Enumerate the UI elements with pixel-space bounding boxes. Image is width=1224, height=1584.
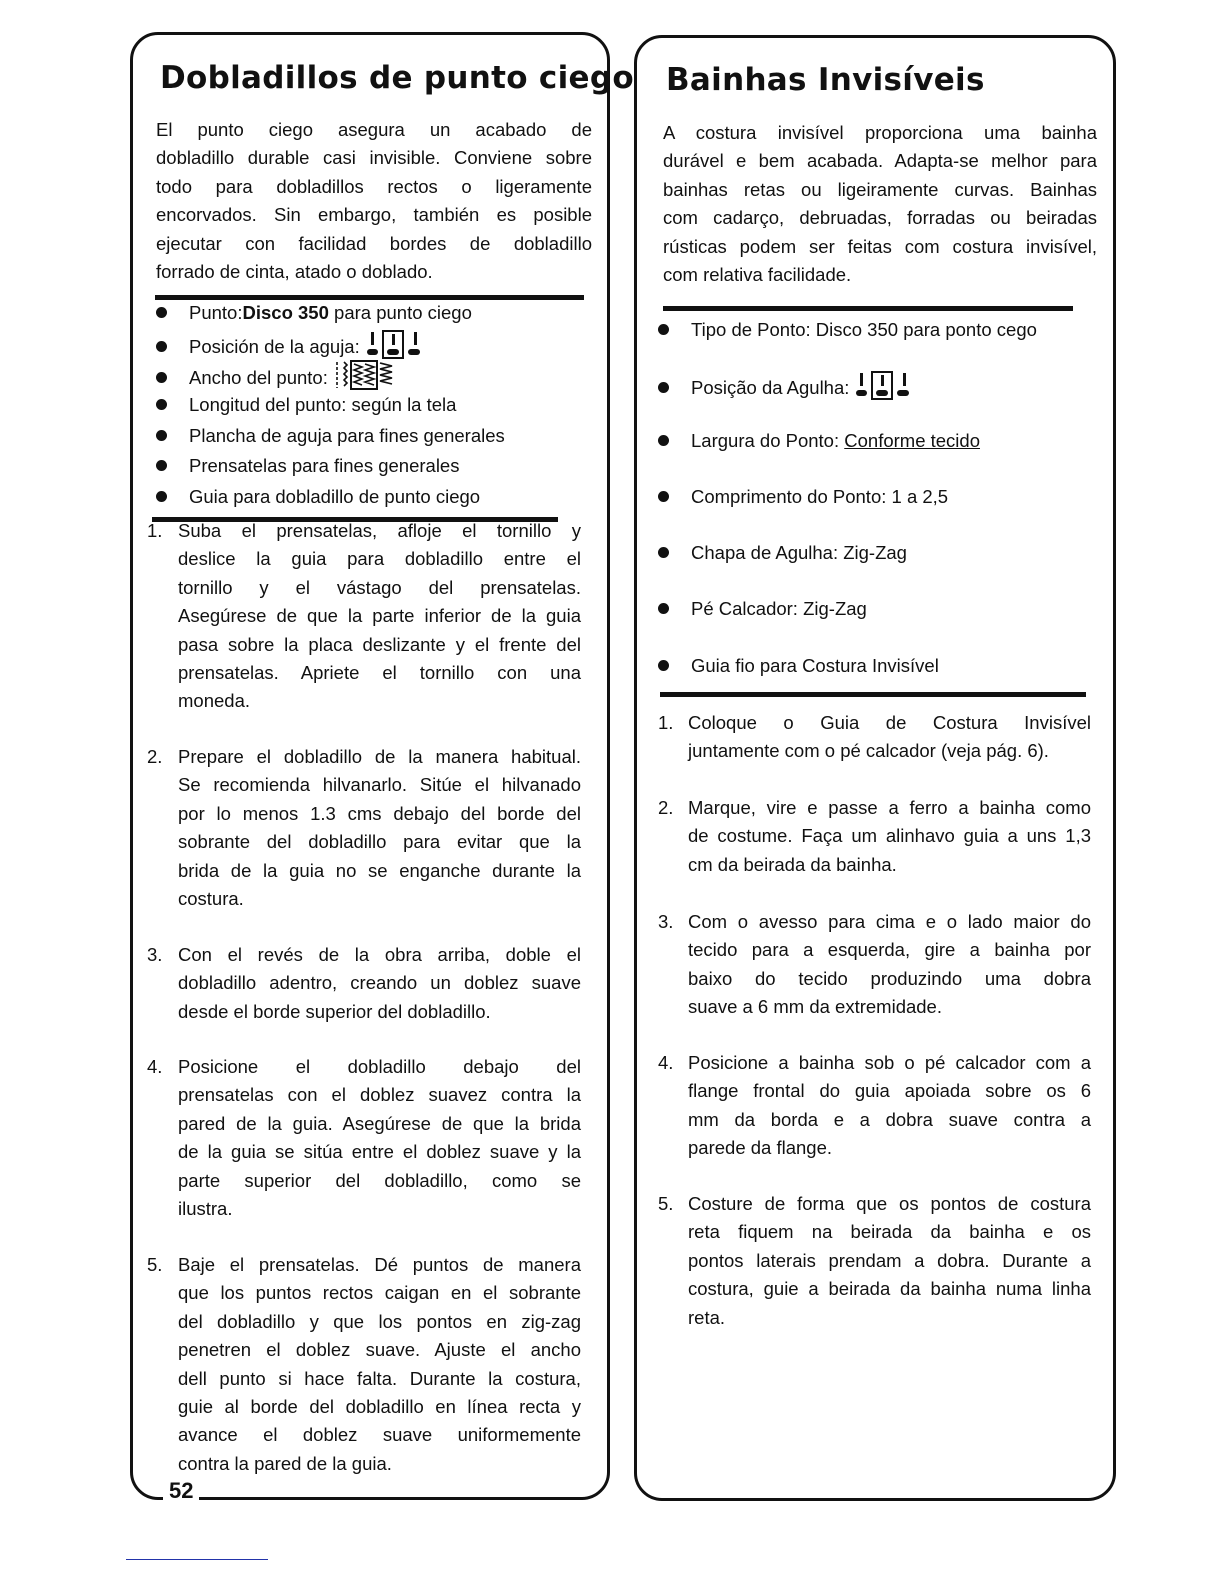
page-number: 52: [163, 1478, 199, 1504]
step-text-line: que los puntos rectos caigan en el sobrante: [178, 1282, 581, 1304]
step-text-line: contra la pared de la guia.: [178, 1452, 392, 1474]
step-text-line: flange frontal do guia apoiada sobre os 6: [688, 1080, 1091, 1102]
needle-position-icon: [855, 370, 913, 408]
bullet-item: [658, 483, 948, 511]
step-text-line: parte superior del dobladillo, como se: [178, 1169, 581, 1191]
bullet-label: Plancha de aguja para fines generales: [189, 425, 505, 446]
bullet-label: Guia para dobladillo de punto ciego: [189, 486, 481, 507]
step-text-line: Prepare el dobladillo de la manera habitual.: [178, 746, 581, 767]
step-text-line: prensatelas. Apriete el tornillo con una: [178, 662, 581, 683]
bullet-icon: [156, 430, 167, 441]
step-text-line: Con el revés de la obra arriba, doble el: [178, 944, 581, 965]
step-text-line: deslice la guia para dobladillo entre el: [178, 548, 581, 570]
intro-text-line: encorvados. Sin embargo, también es posible: [156, 204, 592, 226]
step-text-line: penetren el doblez suave. Ajuste el ancho: [178, 1339, 581, 1361]
step-text-line: reta.: [688, 1306, 726, 1328]
step-text-line: guie al borde del dobladillo en línea recta y: [178, 1396, 581, 1417]
intro-text-line: El punto ciego asegura un acabado de: [156, 119, 592, 140]
bullet-icon: [156, 491, 167, 502]
step-text-line: moneda.: [178, 690, 250, 712]
bullet-icon: [658, 547, 669, 558]
step-number: 1.: [147, 520, 163, 541]
step-number: 1.: [658, 712, 674, 733]
step-text-line: Coloque o Guia de Costura Invisível: [688, 712, 1091, 733]
bullet-item: [658, 370, 913, 408]
step-text-line: mm da borda e a dobra suave contra a: [688, 1108, 1091, 1130]
bullet-item: [156, 299, 472, 327]
divider: [660, 692, 1086, 697]
step-number: 5.: [147, 1254, 163, 1275]
bullet-label: Longitud del punto: según la tela: [189, 394, 457, 415]
step-text-line: del dobladillo y que los pontos en zig-zag: [178, 1310, 581, 1332]
bullet-label: Pé Calcador: Zig-Zag: [691, 598, 867, 619]
step-text-line: Costure de forma que os pontos de costura: [688, 1193, 1091, 1214]
bullet-icon: [156, 460, 167, 471]
step-number: 5.: [658, 1193, 674, 1214]
step-text-line: tecido para a esquerda, gire a bainha por: [688, 939, 1091, 961]
intro-text-line: durável e bem acabada. Adapta-se melhor para: [663, 150, 1097, 172]
step-number: 4.: [147, 1056, 163, 1077]
intro-text-line: todo para dobladillos rectos o ligeramente: [156, 175, 592, 197]
intro-text-line: dobladillo durable casi invisible. Conviene sobre: [156, 147, 592, 169]
bullet-value-bold: Disco 350: [242, 302, 329, 323]
bullet-icon: [658, 491, 669, 502]
step-text-line: ilustra.: [178, 1198, 233, 1219]
step-text-line: pontos laterais prendam a dobra. Durante a: [688, 1249, 1091, 1271]
step-text-line: costura, guie a beirada da bainha numa linha: [688, 1278, 1091, 1300]
bullet-item: [658, 595, 867, 623]
divider: [663, 306, 1073, 311]
step-text-line: parede da flange.: [688, 1137, 833, 1159]
right-title: Bainhas Invisíveis: [666, 62, 985, 98]
step-text-line: avance el doblez suave uniformemente: [178, 1424, 581, 1446]
step-text-line: de la guia se sitúa entre el doblez suave y la: [178, 1141, 581, 1163]
bullet-label: Guia fio para Costura Invisível: [691, 655, 939, 676]
bullet-value: para punto ciego: [328, 302, 472, 323]
step-text-line: pasa sobre la placa deslizante y el frente del: [178, 633, 581, 655]
step-text-line: Com o avesso para cima e o lado maior do: [688, 911, 1091, 932]
step-text-line: Marque, vire e passe a ferro a bainha como: [688, 797, 1091, 818]
left-title: Dobladillos de punto ciego: [160, 60, 634, 96]
bullet-label: Largura do Ponto:: [691, 430, 845, 451]
step-text-line: brida de la guia no se enganche durante la: [178, 859, 581, 881]
bullet-label: Comprimento do Ponto: 1 a 2,5: [691, 486, 949, 507]
step-number: 2.: [658, 797, 674, 818]
bullet-item: [156, 452, 459, 480]
bullet-label: Prensatelas para fines generales: [189, 455, 460, 476]
step-text-line: Baje el prensatelas. Dé puntos de manera: [178, 1254, 581, 1275]
bullet-label: Punto:: [189, 302, 243, 323]
step-text-line: por lo menos 1.3 cms debajo del borde del: [178, 802, 581, 824]
bullet-icon: [658, 603, 669, 614]
step-text-line: desde el borde superior del dobladillo.: [178, 1000, 491, 1022]
step-text-line: dobladillo adentro, creando un doblez suave: [178, 972, 581, 994]
bullet-icon: [658, 660, 669, 671]
intro-text-line: forrado de cinta, atado o doblado.: [156, 261, 433, 282]
bullet-item: [658, 652, 939, 680]
step-text-line: Se recomienda hilvanarlo. Sitúe el hilvanado: [178, 774, 581, 796]
bullet-icon: [658, 324, 669, 335]
step-text-line: Posicione a bainha sob o pé calcador com a: [688, 1052, 1091, 1073]
intro-text-line: A costura invisível proporciona uma bainha: [663, 122, 1097, 143]
intro-text-line: com relativa facilidade.: [663, 264, 852, 285]
bullet-item: [156, 422, 505, 450]
step-text-line: pared de la guia. Asegúrese de que la brida: [178, 1112, 581, 1134]
bullet-icon: [156, 341, 167, 352]
bullet-item: [658, 316, 1037, 344]
bullet-icon: [156, 372, 167, 383]
bullet-label: Posição da Agulha:: [691, 376, 850, 398]
bullet-label: Tipo de Ponto: Disco 350 para ponto cego: [691, 319, 1037, 340]
bullet-item: [156, 483, 480, 511]
bullet-icon: [156, 399, 167, 410]
step-text-line: Suba el prensatelas, afloje el tornillo y: [178, 520, 581, 541]
bullet-item: [156, 391, 456, 419]
step-text-line: suave a 6 mm da extremidade.: [688, 996, 942, 1018]
bullet-icon: [658, 382, 669, 393]
intro-text-line: bainhas retas ou ligeiramente curvas. Bainhas: [663, 178, 1097, 200]
step-number: 2.: [147, 746, 163, 767]
step-text-line: baixo do tecido produzindo uma dobra: [688, 967, 1091, 989]
bullet-icon: [658, 435, 669, 446]
bullet-value-underlined: Conforme tecido: [844, 430, 980, 451]
bullet-item: [658, 427, 980, 455]
step-text-line: reta fiquem na beirada da bainha e os: [688, 1221, 1091, 1243]
step-text-line: de costume. Faça um alinhavo guia a uns 1,3: [688, 825, 1091, 847]
step-text-line: prensatelas con el doblez suavez contra la: [178, 1084, 581, 1106]
step-text-line: tornillo y el vástago del prensatelas.: [178, 576, 581, 598]
step-text-line: Asegúrese de que la parte inferior de la guia: [178, 605, 581, 627]
step-text-line: juntamente com o pé calcador (veja pág. 6).: [688, 740, 1049, 762]
step-text-line: dell punto si hace falta. Durante la costura,: [178, 1367, 581, 1389]
intro-text-line: com cadarço, debruadas, forradas ou beiradas: [663, 207, 1097, 229]
step-text-line: cm da beirada da bainha.: [688, 853, 897, 875]
step-number: 4.: [658, 1052, 674, 1073]
step-text-line: Posicione el dobladillo debajo del: [178, 1056, 581, 1077]
bullet-label: Chapa de Agulha: Zig-Zag: [691, 542, 907, 563]
step-text-line: sobrante del dobladillo para evitar que la: [178, 831, 581, 853]
bullet-label: Ancho del punto:: [189, 366, 328, 388]
step-number: 3.: [147, 944, 163, 965]
intro-text-line: ejecutar con facilidad bordes de dobladillo: [156, 232, 592, 254]
step-text-line: costura.: [178, 888, 244, 909]
bullet-icon: [156, 307, 167, 318]
step-number: 3.: [658, 911, 674, 932]
link-underline: [126, 1559, 268, 1560]
intro-text-line: rústicas podem ser feitas com costura invisível,: [663, 235, 1097, 257]
bullet-label: Posición de la aguja:: [189, 335, 360, 357]
bullet-item: [658, 539, 907, 567]
